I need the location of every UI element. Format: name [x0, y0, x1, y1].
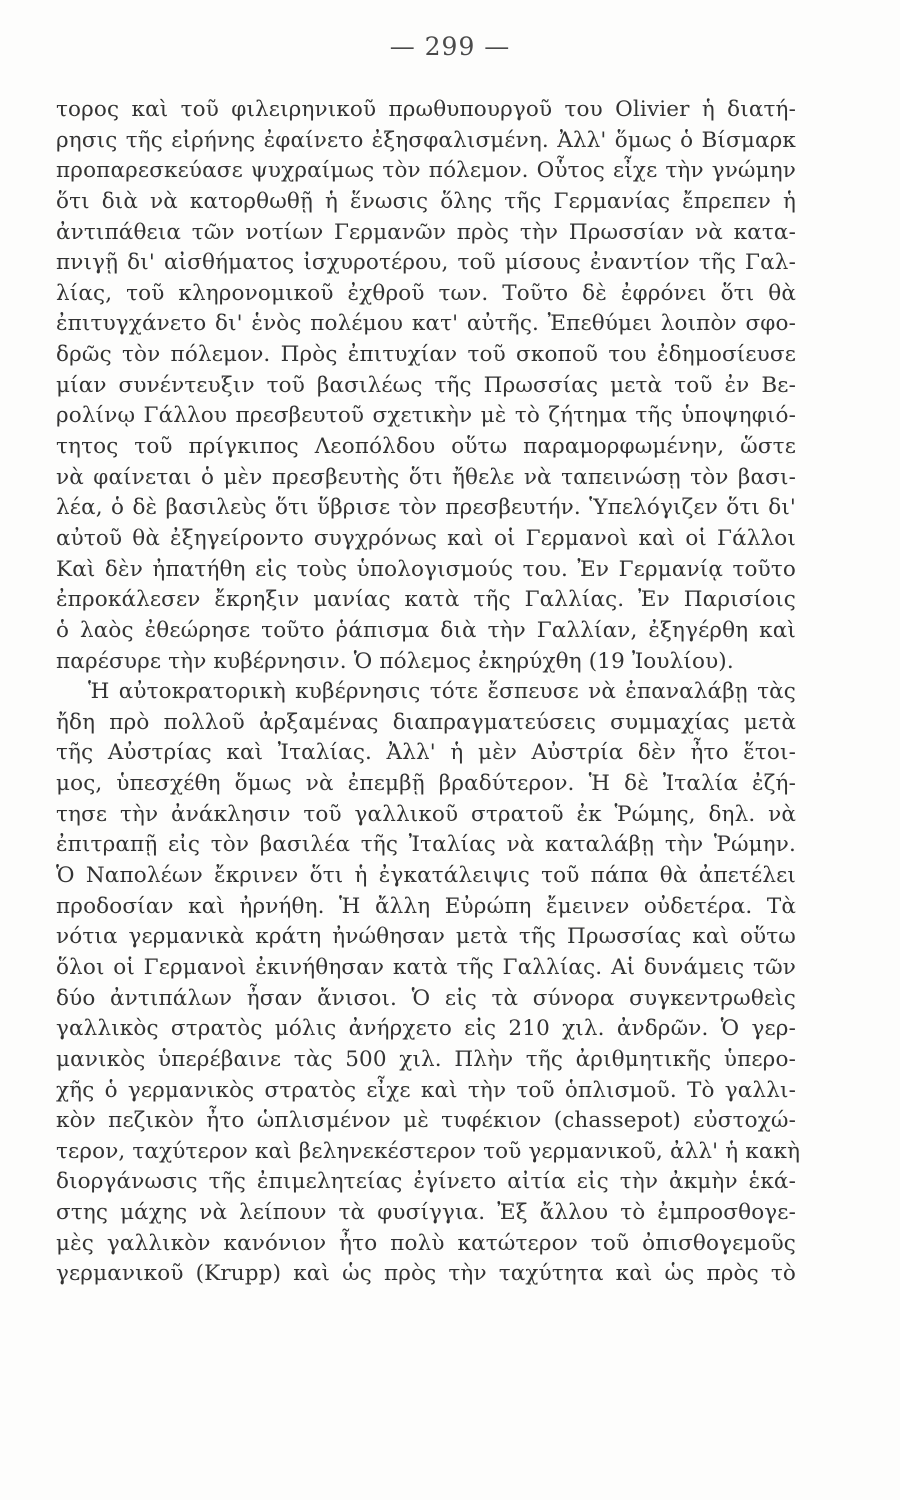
text-line: τῆς Αὐστρίας καὶ Ἰταλίας. Ἀλλ' ἡ μὲν Αὐστρία δὲν ἦτο ἕτοι- [56, 740, 796, 766]
text-line: δύο ἀντιπάλων ἦσαν ἄνισοι. Ὁ εἰς τὰ σύνορα συγκεντρωθεὶς [56, 985, 796, 1011]
text-line: προδοσίαν καὶ ἠρνήθη. Ἡ ἄλλη Εὐρώπη ἔμεινεν οὐδετέρα. Τὰ [56, 893, 796, 919]
text-line: νότια γερμανικὰ κράτη ἠνώθησαν μετὰ τῆς Πρωσσίας καὶ οὕτω [56, 924, 796, 950]
text-line: τησε τὴν ἀνάκλησιν τοῦ γαλλικοῦ στρατοῦ ἐκ Ῥώμης, δηλ. νὰ [56, 801, 796, 827]
text-line: κὸν πεζικὸν ἦτο ὡπλισμένον μὲ τυφέκιον (chassepot) εὐστοχώ- [56, 1108, 796, 1134]
text-line: τορος καὶ τοῦ φιλειρηνικοῦ πρωθυπουργοῦ του Olivier ἡ διατή- [56, 97, 796, 122]
text-line: ἀντιπάθεια τῶν νοτίων Γερμανῶν πρὸς τὴν Πρωσσίαν νὰ κατα- [56, 219, 796, 245]
text-line: γερμανικοῦ (Krupp) καὶ ὡς πρὸς τὴν ταχύτητα καὶ ὡς πρὸς τὸ [56, 1261, 796, 1287]
text-line: παρέσυρε τὴν κυβέρνησιν. Ὁ πόλεμος ἐκηρύχθη (19 Ἰουλίου). [56, 648, 734, 674]
text-line: λίας, τοῦ κληρονομικοῦ ἐχθροῦ των. Τοῦτο δὲ ἐφρόνει ὅτι θὰ [56, 280, 796, 306]
text-line: μίαν συνέντευξιν τοῦ βασιλέως τῆς Πρωσσίας μετὰ τοῦ ἐν Βε- [56, 372, 796, 398]
text-line: ρολίνῳ Γάλλου πρεσβευτοῦ σχετικὴν μὲ τὸ ζήτημα τῆς ὑποψηφιό- [56, 403, 796, 429]
text-line: προπαρεσκεύασε ψυχραίμως τὸν πόλεμον. Οὗτος εἶχε τὴν γνώμην [56, 158, 796, 184]
text-line: νὰ φαίνεται ὁ μὲν πρεσβευτὴς ὅτι ἤθελε νὰ ταπεινώσῃ τὸν βασι- [56, 464, 796, 490]
text-line: διοργάνωσις τῆς ἐπιμελητείας ἐγίνετο αἰτία εἰς τὴν ἀκμὴν ἑκά- [56, 1169, 796, 1195]
text-line: γαλλικὸς στρατὸς μόλις ἀνήρχετο εἰς 210 χιλ. ἀνδρῶν. Ὁ γερ- [56, 1016, 796, 1042]
page-number: — 299 — [389, 32, 511, 61]
text-line: μανικὸς ὑπερέβαινε τὰς 500 χιλ. Πλὴν τῆς ἀριθμητικῆς ὑπερο- [56, 1046, 796, 1072]
text-line: τητος τοῦ πρίγκιπος Λεοπόλδου οὕτω παραμορφωμένην, ὥστε [56, 434, 796, 460]
text-line: ἐπιτραπῇ εἰς τὸν βασιλέα τῆς Ἰταλίας νὰ καταλάβῃ τὴν Ῥώμην. [56, 832, 796, 858]
text-line: Ἡ αὐτοκρατορικὴ κυβέρνησις τότε ἔσπευσε νὰ ἐπαναλάβῃ τὰς [88, 679, 796, 705]
body-text [56, 95, 801, 1290]
text-line: ὁ λαὸς ἐθεώρησε τοῦτο ῥάπισμα διὰ τὴν Γαλλίαν, ἐξηγέρθη καὶ [56, 617, 796, 643]
text-line: μος, ὑπεσχέθη ὅμως νὰ ἐπεμβῇ βραδύτερον. Ἡ δὲ Ἰταλία ἐζή- [56, 771, 796, 797]
text-line: Καὶ δὲν ἠπατήθη εἰς τοὺς ὑπολογισμούς του. Ἐν Γερμανίᾳ τοῦτο [56, 556, 796, 582]
text-line: λέα, ὁ δὲ βασιλεὺς ὅτι ὕβρισε τὸν πρεσβευτήν. Ὑπελόγιζεν ὅτι δι' [56, 495, 796, 521]
text-line: τερον, ταχύτερον καὶ βεληνεκέστερον τοῦ γερμανικοῦ, ἀλλ' ἡ κακὴ [56, 1138, 801, 1164]
text-line: αὐτοῦ θὰ ἐξηγείροντο συγχρόνως καὶ οἱ Γερμανοὶ καὶ οἱ Γάλλοι [56, 525, 796, 551]
text-line: μὲς γαλλικὸν κανόνιον ἦτο πολὺ κατώτερον τοῦ ὀπισθογεμοῦς [56, 1230, 796, 1256]
text-line: Ὁ Ναπολέων ἔκρινεν ὅτι ἡ ἐγκατάλειψις τοῦ πάπα θὰ ἀπετέλει [56, 863, 796, 889]
text-line: ἤδη πρὸ πολλοῦ ἀρξαμένας διαπραγματεύσεις συμμαχίας μετὰ [56, 709, 796, 735]
text-line: ὅλοι οἱ Γερμανοὶ ἐκινήθησαν κατὰ τῆς Γαλλίας. Αἱ δυνάμεις τῶν [56, 954, 796, 980]
text-line: ἐπιτυγχάνετο δι' ἑνὸς πολέμου κατ' αὐτῆς. Ἐπεθύμει λοιπὸν σφο- [56, 311, 796, 337]
text-line: ὅτι διὰ νὰ κατορθωθῇ ἡ ἕνωσις ὅλης τῆς Γερμανίας ἔπρεπεν ἡ [56, 188, 796, 214]
text-line: χῆς ὁ γερμανικὸς στρατὸς εἶχε καὶ τὴν τοῦ ὁπλισμοῦ. Τὸ γαλλι- [56, 1077, 796, 1103]
text-line: ρησις τῆς εἰρήνης ἐφαίνετο ἐξησφαλισμένη. Ἀλλ' ὅμως ὁ Βίσμαρκ [56, 127, 796, 153]
text-line: δρῶς τὸν πόλεμον. Πρὸς ἐπιτυχίαν τοῦ σκοποῦ του ἐδημοσίευσε [56, 342, 796, 368]
text-line: στης μάχης νὰ λείπουν τὰ φυσίγγια. Ἐξ ἄλλου τὸ ἐμπροσθογε- [56, 1200, 796, 1226]
text-line: ἐπροκάλεσεν ἔκρηξιν μανίας κατὰ τῆς Γαλλίας. Ἐν Παρισίοις [56, 587, 796, 613]
text-line: πνιγῇ δι' αἰσθήματος ἰσχυροτέρου, τοῦ μίσους ἐναντίον τῆς Γαλ- [56, 250, 796, 276]
